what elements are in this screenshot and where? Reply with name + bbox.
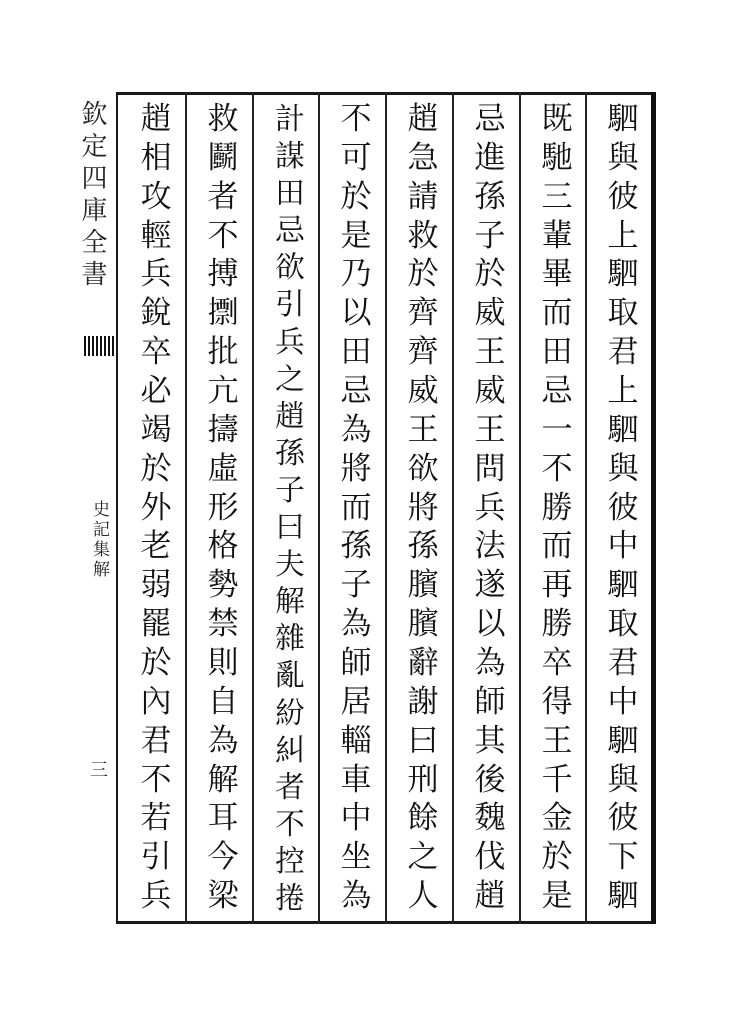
glyph: 田	[541, 334, 573, 371]
glyph: 上	[607, 373, 639, 410]
glyph: 孫	[340, 528, 372, 565]
glyph: 忌	[340, 373, 372, 410]
glyph: 三	[541, 178, 573, 215]
glyph: 為	[340, 411, 372, 448]
glyph: 彼	[607, 800, 639, 837]
glyph: 卒	[140, 334, 172, 371]
glyph: 上	[607, 217, 639, 254]
glyph: 中	[340, 800, 372, 837]
glyph: 請	[407, 178, 439, 215]
glyph: 駟	[607, 411, 639, 448]
glyph: 輩	[541, 217, 573, 254]
glyph: 若	[140, 800, 172, 837]
glyph: 耳	[207, 800, 239, 837]
glyph: 批	[207, 334, 239, 371]
glyph: 君	[607, 645, 639, 682]
glyph: 馳	[541, 139, 573, 176]
glyph: 子	[340, 567, 372, 604]
glyph: 王	[541, 722, 573, 759]
glyph: 控	[275, 842, 305, 878]
glyph: 捲	[275, 879, 305, 915]
glyph: 再	[541, 567, 573, 604]
glyph: 與	[607, 139, 639, 176]
glyph: 不	[207, 217, 239, 254]
glyph: 不	[275, 805, 305, 841]
glyph: 人	[407, 878, 439, 915]
glyph: 弱	[140, 567, 172, 604]
glyph: 與	[607, 761, 639, 798]
glyph: 於	[140, 450, 172, 487]
glyph: 彼	[607, 489, 639, 526]
glyph: 勝	[541, 489, 573, 526]
glyph: 忌	[474, 101, 506, 137]
glyph: 竭	[140, 411, 172, 448]
glyph: 曰	[275, 509, 305, 545]
glyph: 駟	[607, 256, 639, 293]
glyph: 王	[474, 334, 506, 371]
text-column-1	[601, 100, 645, 916]
glyph: 亂	[275, 657, 305, 693]
glyph: 魏	[474, 800, 506, 837]
glyph: 引	[275, 286, 305, 322]
glyph: 兵	[474, 489, 506, 526]
glyph: 輕	[140, 217, 172, 254]
glyph: 今	[207, 839, 239, 876]
glyph: 趙	[140, 101, 172, 137]
glyph: 畢	[541, 256, 573, 293]
margin-section-title: 史記集解	[89, 500, 109, 580]
glyph: 忌	[541, 373, 573, 410]
text-column-4	[401, 100, 445, 916]
glyph: 外	[140, 489, 172, 526]
glyph: 趙	[474, 878, 506, 915]
glyph: 計	[275, 101, 305, 136]
glyph: 為	[474, 645, 506, 682]
glyph: 下	[607, 839, 639, 876]
glyph: 遂	[474, 567, 506, 604]
glyph: 一	[541, 411, 573, 448]
glyph: 雜	[275, 620, 305, 656]
glyph: 趙	[275, 397, 305, 433]
glyph: 救	[207, 101, 239, 137]
margin-page-number: 三	[87, 760, 108, 778]
glyph: 不	[541, 450, 573, 487]
glyph: 得	[541, 683, 573, 720]
glyph: 子	[474, 217, 506, 254]
text-column-6	[268, 100, 312, 916]
glyph: 辭	[407, 645, 439, 682]
glyph: 搏	[207, 256, 239, 293]
glyph: 梁	[207, 878, 239, 915]
glyph: 齊	[407, 295, 439, 332]
glyph: 於	[474, 256, 506, 293]
glyph: 王	[474, 411, 506, 448]
glyph: 夫	[275, 546, 305, 582]
glyph: 孫	[407, 528, 439, 565]
glyph: 孫	[474, 178, 506, 215]
glyph: 之	[275, 360, 305, 396]
glyph: 解	[207, 761, 239, 798]
glyph: 兵	[140, 256, 172, 293]
column-rule	[585, 92, 587, 924]
glyph: 為	[207, 722, 239, 759]
glyph: 臏	[407, 606, 439, 643]
glyph: 謀	[275, 138, 305, 174]
glyph: 威	[474, 373, 506, 410]
glyph: 不	[340, 101, 372, 137]
column-rule	[385, 92, 387, 924]
glyph: 紛	[275, 694, 305, 730]
margin-book-title: 欽定四庫全書	[77, 100, 107, 292]
text-column-8	[134, 100, 178, 916]
column-rule	[519, 92, 521, 924]
glyph: 金	[541, 800, 573, 837]
glyph: 師	[474, 683, 506, 720]
glyph: 威	[407, 373, 439, 410]
glyph: 駟	[607, 878, 639, 915]
glyph: 虛	[207, 450, 239, 487]
glyph: 君	[140, 722, 172, 759]
glyph: 糾	[275, 731, 305, 767]
glyph: 問	[474, 450, 506, 487]
glyph: 駟	[607, 722, 639, 759]
glyph: 後	[474, 761, 506, 798]
glyph: 於	[340, 178, 372, 215]
fishtail-mark	[84, 336, 114, 356]
glyph: 為	[340, 606, 372, 643]
glyph: 師	[340, 645, 372, 682]
glyph: 卒	[541, 645, 573, 682]
glyph: 將	[407, 489, 439, 526]
glyph: 而	[340, 489, 372, 526]
glyph: 銳	[140, 295, 172, 332]
glyph: 君	[607, 334, 639, 371]
glyph: 兵	[275, 323, 305, 359]
glyph: 餘	[407, 800, 439, 837]
glyph: 者	[275, 768, 305, 804]
glyph: 與	[607, 450, 639, 487]
glyph: 取	[607, 295, 639, 332]
glyph: 車	[340, 761, 372, 798]
glyph: 取	[607, 606, 639, 643]
glyph: 田	[275, 175, 305, 211]
glyph: 而	[541, 295, 573, 332]
glyph: 攻	[140, 178, 172, 215]
glyph: 於	[407, 256, 439, 293]
glyph: 亢	[207, 373, 239, 410]
glyph: 鬬	[207, 139, 239, 176]
glyph: 臏	[407, 567, 439, 604]
glyph: 將	[340, 450, 372, 487]
glyph: 居	[340, 683, 372, 720]
glyph: 彼	[607, 178, 639, 215]
glyph: 為	[340, 878, 372, 915]
glyph: 勢	[207, 567, 239, 604]
glyph: 形	[207, 489, 239, 526]
glyph: 中	[607, 528, 639, 565]
glyph: 解	[275, 583, 305, 619]
glyph: 駟	[607, 567, 639, 604]
glyph: 王	[407, 411, 439, 448]
frame-right-border	[651, 92, 656, 924]
text-column-3	[468, 100, 512, 916]
glyph: 𢶏	[207, 295, 239, 332]
glyph: 急	[407, 139, 439, 176]
glyph: 既	[541, 101, 573, 137]
glyph: 以	[474, 606, 506, 643]
glyph: 則	[207, 645, 239, 682]
glyph: 格	[207, 528, 239, 565]
glyph: 禁	[207, 606, 239, 643]
glyph: 之	[407, 839, 439, 876]
glyph: 相	[140, 139, 172, 176]
glyph: 田	[340, 334, 372, 371]
glyph: 千	[541, 761, 573, 798]
glyph: 是	[340, 217, 372, 254]
glyph: 於	[541, 839, 573, 876]
glyph: 子	[275, 471, 305, 507]
glyph: 謝	[407, 683, 439, 720]
glyph: 必	[140, 373, 172, 410]
glyph: 於	[140, 645, 172, 682]
glyph: 中	[607, 683, 639, 720]
glyph: 輜	[340, 722, 372, 759]
column-rule	[252, 92, 254, 924]
glyph: 刑	[407, 761, 439, 798]
column-rule	[318, 92, 320, 924]
glyph: 內	[140, 683, 172, 720]
glyph: 欲	[407, 450, 439, 487]
glyph: 引	[140, 839, 172, 876]
glyph: 欲	[275, 249, 305, 285]
glyph: 法	[474, 528, 506, 565]
column-rule	[452, 92, 454, 924]
glyph: 不	[140, 761, 172, 798]
glyph: 罷	[140, 606, 172, 643]
glyph: 擣	[207, 411, 239, 448]
glyph: 可	[340, 139, 372, 176]
glyph: 趙	[407, 101, 439, 137]
glyph: 者	[207, 178, 239, 215]
glyph: 其	[474, 722, 506, 759]
glyph: 救	[407, 217, 439, 254]
text-column-7	[201, 100, 245, 916]
glyph: 進	[474, 139, 506, 176]
text-column-2	[535, 100, 579, 916]
glyph: 孫	[275, 434, 305, 470]
text-column-5	[334, 100, 378, 916]
glyph: 而	[541, 528, 573, 565]
column-rule	[185, 92, 187, 924]
glyph: 老	[140, 528, 172, 565]
glyph: 乃	[340, 256, 372, 293]
glyph: 忌	[275, 212, 305, 248]
glyph: 伐	[474, 839, 506, 876]
glyph: 威	[474, 295, 506, 332]
glyph: 曰	[407, 722, 439, 759]
glyph: 駟	[607, 101, 639, 137]
glyph: 是	[541, 878, 573, 915]
glyph: 坐	[340, 839, 372, 876]
glyph: 自	[207, 683, 239, 720]
glyph: 以	[340, 295, 372, 332]
glyph: 兵	[140, 878, 172, 915]
glyph: 勝	[541, 606, 573, 643]
glyph: 齊	[407, 334, 439, 371]
